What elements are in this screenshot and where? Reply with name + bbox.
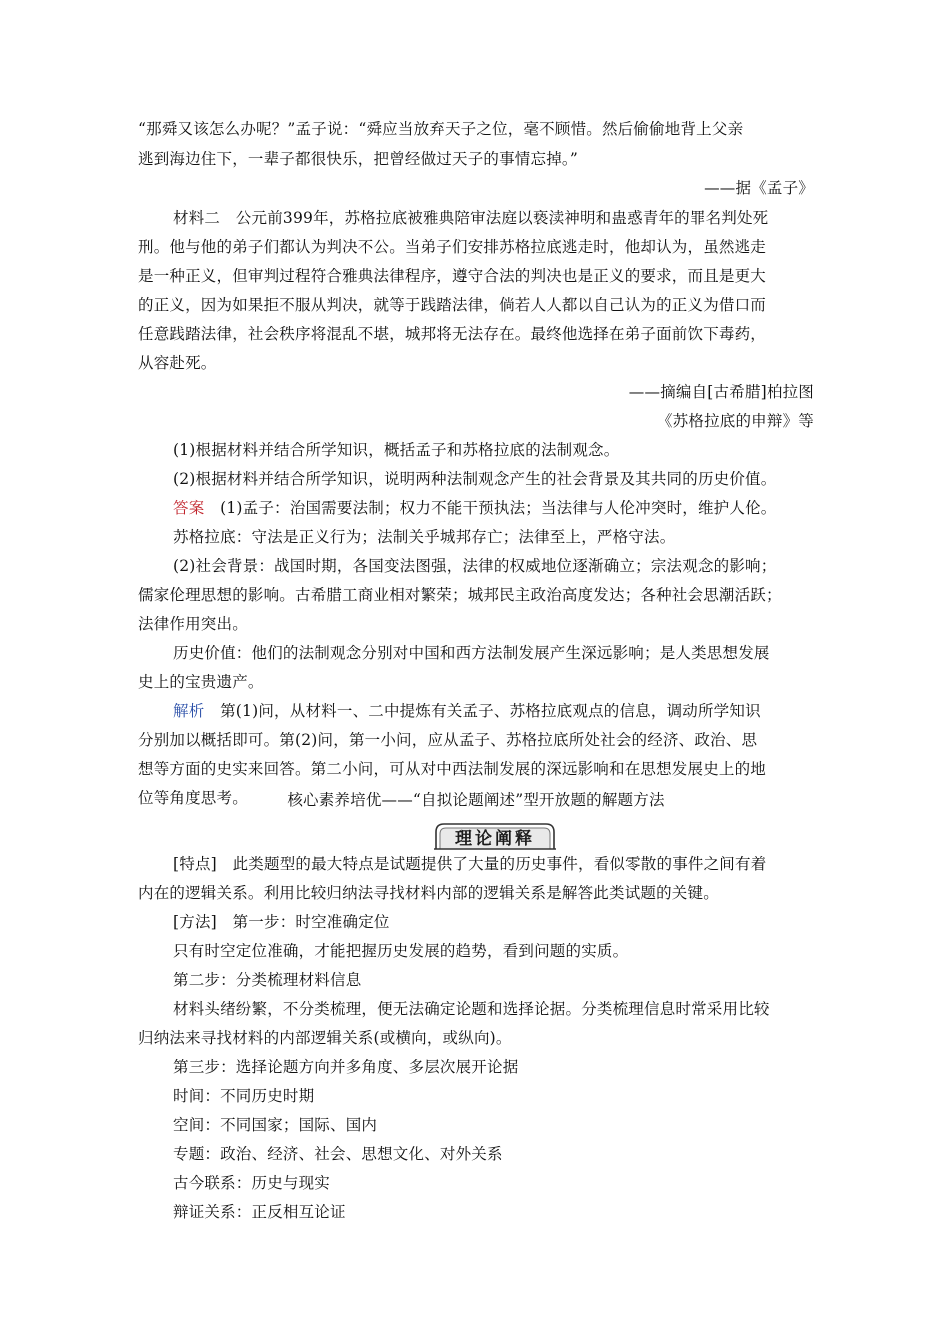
text-line: 是一种正义，但审判过程符合雅典法律程序，遵守合法的判决也是正义的要求，而且是更大 <box>138 267 767 285</box>
list-item: 辩证关系：正反相互论证 <box>173 1203 346 1221</box>
text-line: 材料头绪纷繁，不分类梳理，便无法确定论题和选择论据。分类梳理信息时常采用比较 <box>173 1000 770 1018</box>
list-item: 古今联系：历史与现实 <box>173 1174 331 1192</box>
list-item: 空间：不同国家；国际、国内 <box>173 1116 378 1134</box>
analysis-line <box>138 701 814 721</box>
text-line: 的正义，因为如果拒不服从判决，就等于践踏法律，倘若人人都以自己认为的正义为借口而 <box>138 296 767 314</box>
text-line: 分别加以概括即可。第(2)问，第一小问，应从孟子、苏格拉底所处社会的经济、政治、思 <box>138 731 758 749</box>
source-citation: 《苏格拉底的申辩》等 <box>656 412 814 430</box>
source-citation: ——据《孟子》 <box>704 179 814 197</box>
text-line: 逃到海边住下，一辈子都很快乐，把曾经做过天子的事情忘掉。” <box>138 150 578 168</box>
answer-text: (1)孟子：治国需要法制；权力不能干预执法；当法律与人伦冲突时，维护人伦。 <box>204 499 777 517</box>
analysis-label: 解析 <box>173 702 205 720</box>
answer-line <box>138 498 814 518</box>
text-line: 位等角度思考。 <box>138 789 248 807</box>
answer-label: 答案 <box>173 499 205 517</box>
list-item: 时间：不同历史时期 <box>173 1087 315 1105</box>
text-line: 任意践踏法律，社会秩序将混乱不堪，城邦将无法存在。最终他选择在弟子面前饮下毒药， <box>138 325 767 343</box>
text-line: “那舜又该怎么办呢？”孟子说：“舜应当放弃天子之位，毫不顾惜。然后偷偷地背上父亲 <box>138 120 744 138</box>
feature-line: [特点] 此类题型的最大特点是试题提供了大量的历史事件，看似零散的事件之间有着 <box>173 855 767 873</box>
text-line: 儒家伦理思想的影响。古希腊工商业相对繁荣；城邦民主政治高度发达；各种社会思潮活跃； <box>138 586 782 604</box>
text-line: 史上的宝贵遗产。 <box>138 673 264 691</box>
text-line: 苏格拉底：守法是正义行为；法制关乎城邦存亡；法律至上，严格守法。 <box>173 528 676 546</box>
text-line: 历史价值：他们的法制观念分别对中国和西方法制发展产生深远影响；是人类思想发展 <box>173 644 770 662</box>
question-2: (2)根据材料并结合所学知识，说明两种法制观念产生的社会背景及其共同的历史价值。 <box>173 470 777 488</box>
text-line: 法律作用突出。 <box>138 615 248 633</box>
source-citation: ——摘编自[古希腊]柏拉图 <box>628 383 814 401</box>
text-line: 归纳法来寻找材料的内部逻辑关系(或横向，或纵向)。 <box>138 1029 512 1047</box>
analysis-text: 第(1)问，从材料一、二中提炼有关孟子、苏格拉底观点的信息，调动所学知识 <box>204 702 761 720</box>
banner-title: 理论阐释 <box>455 829 535 849</box>
step-two: 第二步：分类梳理材料信息 <box>173 971 362 989</box>
text-line: 刑。他与他的弟子们都认为判决不公。当弟子们安排苏格拉底逃走时，他却认为，虽然逃走 <box>138 238 767 256</box>
text-line: 内在的逻辑关系。利用比较归纳法寻找材料内部的逻辑关系是解答此类试题的关键。 <box>138 884 719 902</box>
theory-banner <box>434 820 556 850</box>
text-line: 想等方面的史实来回答。第二小问，可从对中西法制发展的深远影响和在思想发展史上的地 <box>138 760 767 778</box>
text-line: 从容赴死。 <box>138 354 217 372</box>
step-three: 第三步：选择论题方向并多角度、多层次展开论据 <box>173 1058 519 1076</box>
text-line: (2)社会背景：战国时期，各国变法图强，法律的权威地位逐渐确立；宗法观念的影响； <box>173 557 777 575</box>
material-two: 材料二 公元前399年，苏格拉底被雅典陪审法庭以亵渎神明和蛊惑青年的罪名判处死 <box>173 209 769 227</box>
question-1: (1)根据材料并结合所学知识，概括孟子和苏格拉底的法制观念。 <box>173 441 620 459</box>
section-heading: 核心素养培优——“自拟论题阐述”型开放题的解题方法 <box>287 791 665 809</box>
method-line: [方法] 第一步：时空准确定位 <box>173 913 390 931</box>
list-item: 专题：政治、经济、社会、思想文化、对外关系 <box>173 1145 503 1163</box>
text-line: 只有时空定位准确，才能把握历史发展的趋势，看到问题的实质。 <box>173 942 629 960</box>
